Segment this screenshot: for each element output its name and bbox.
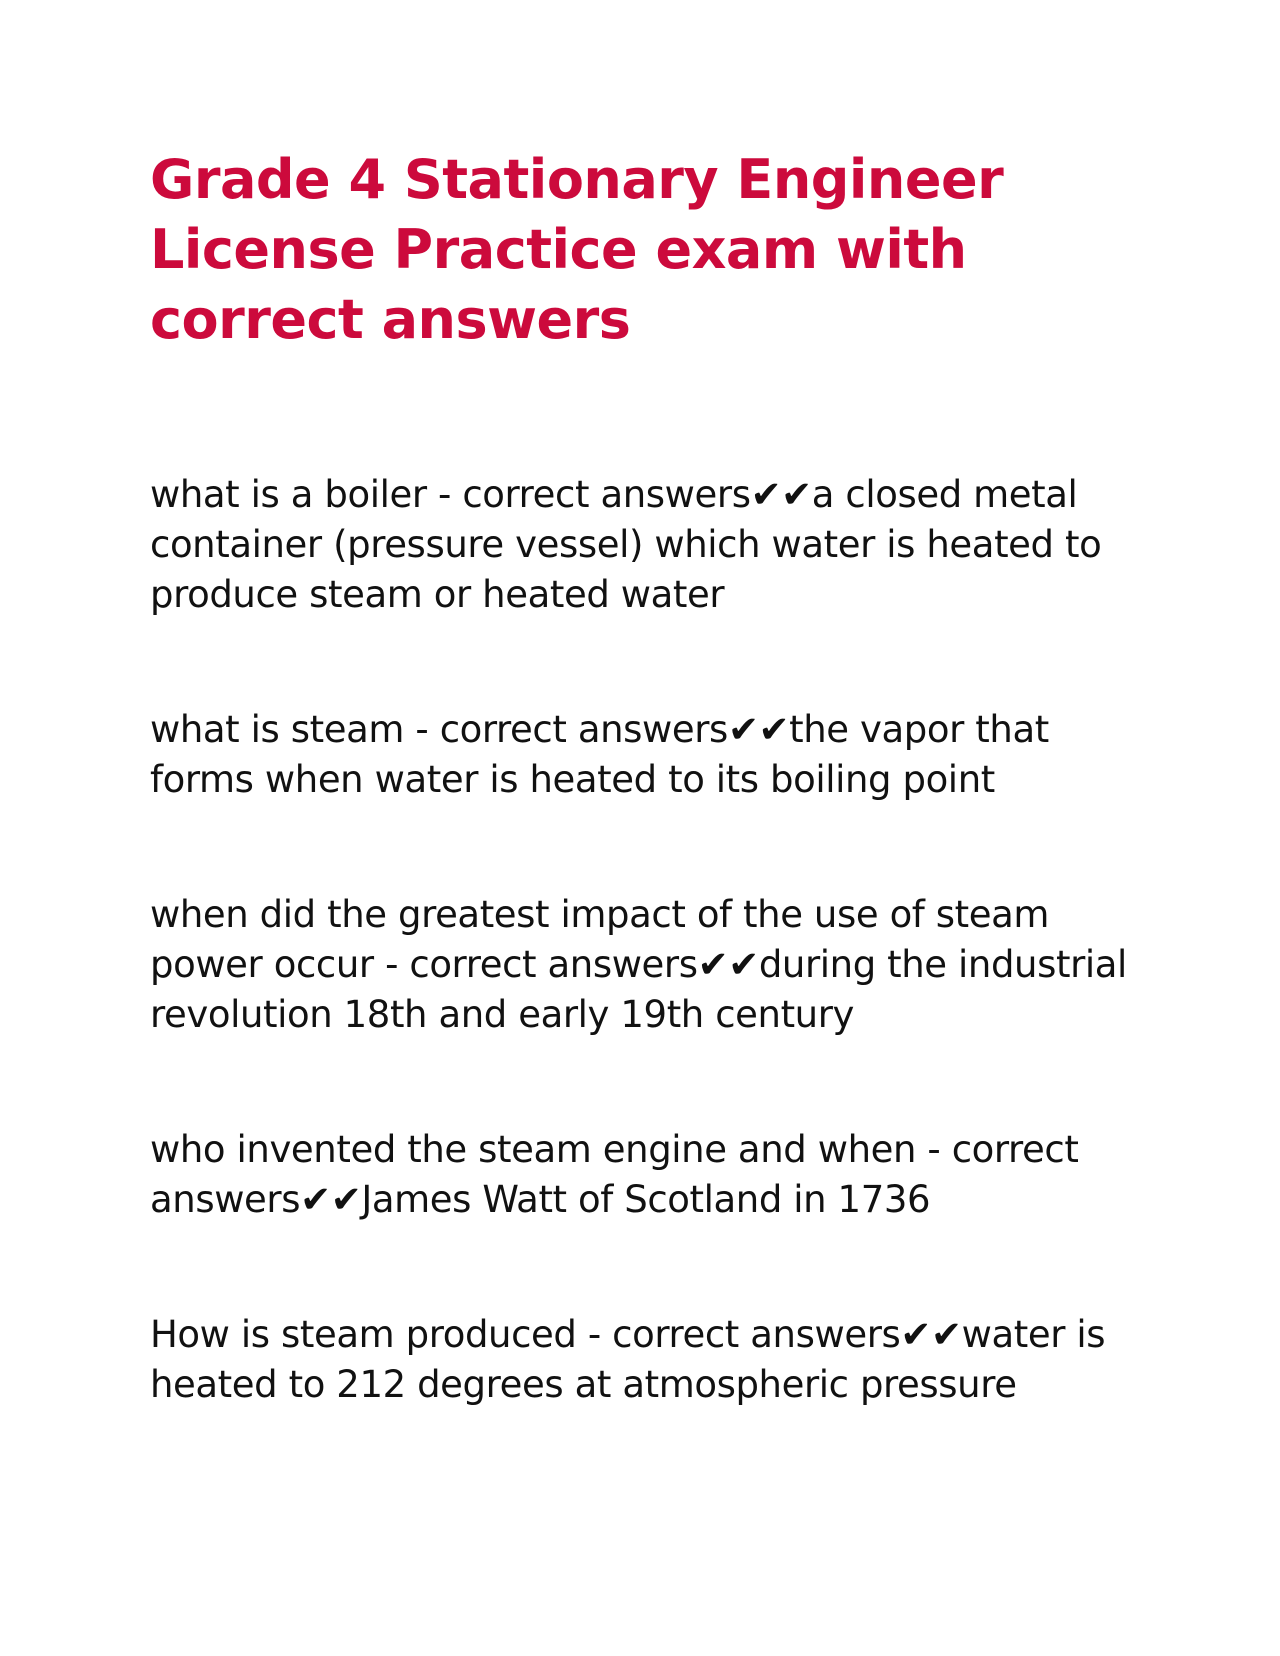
qa-item: when did the greatest impact of the use of steam power occur - correct answers✔✔during the industrial revolution 18th and early 19th century [150, 893, 1127, 1036]
qa-item: what is steam - correct answers✔✔the vapor that forms when water is heated to its boiling point [150, 708, 1049, 801]
qa-item: who invented the steam engine and when - correct answers✔✔James Watt of Scotland in 1736 [150, 1128, 1079, 1221]
qa-item: How is steam produced - correct answers✔✔water is heated to 212 degrees at atmospheric pressure [150, 1313, 1106, 1406]
document-title: Grade 4 Stationary Engineer License Practice exam with correct answers [150, 148, 1004, 351]
qa-item: what is a boiler - correct answers✔✔a closed metal container (pressure vessel) which water is heated to produce steam or heated water [150, 473, 1102, 616]
